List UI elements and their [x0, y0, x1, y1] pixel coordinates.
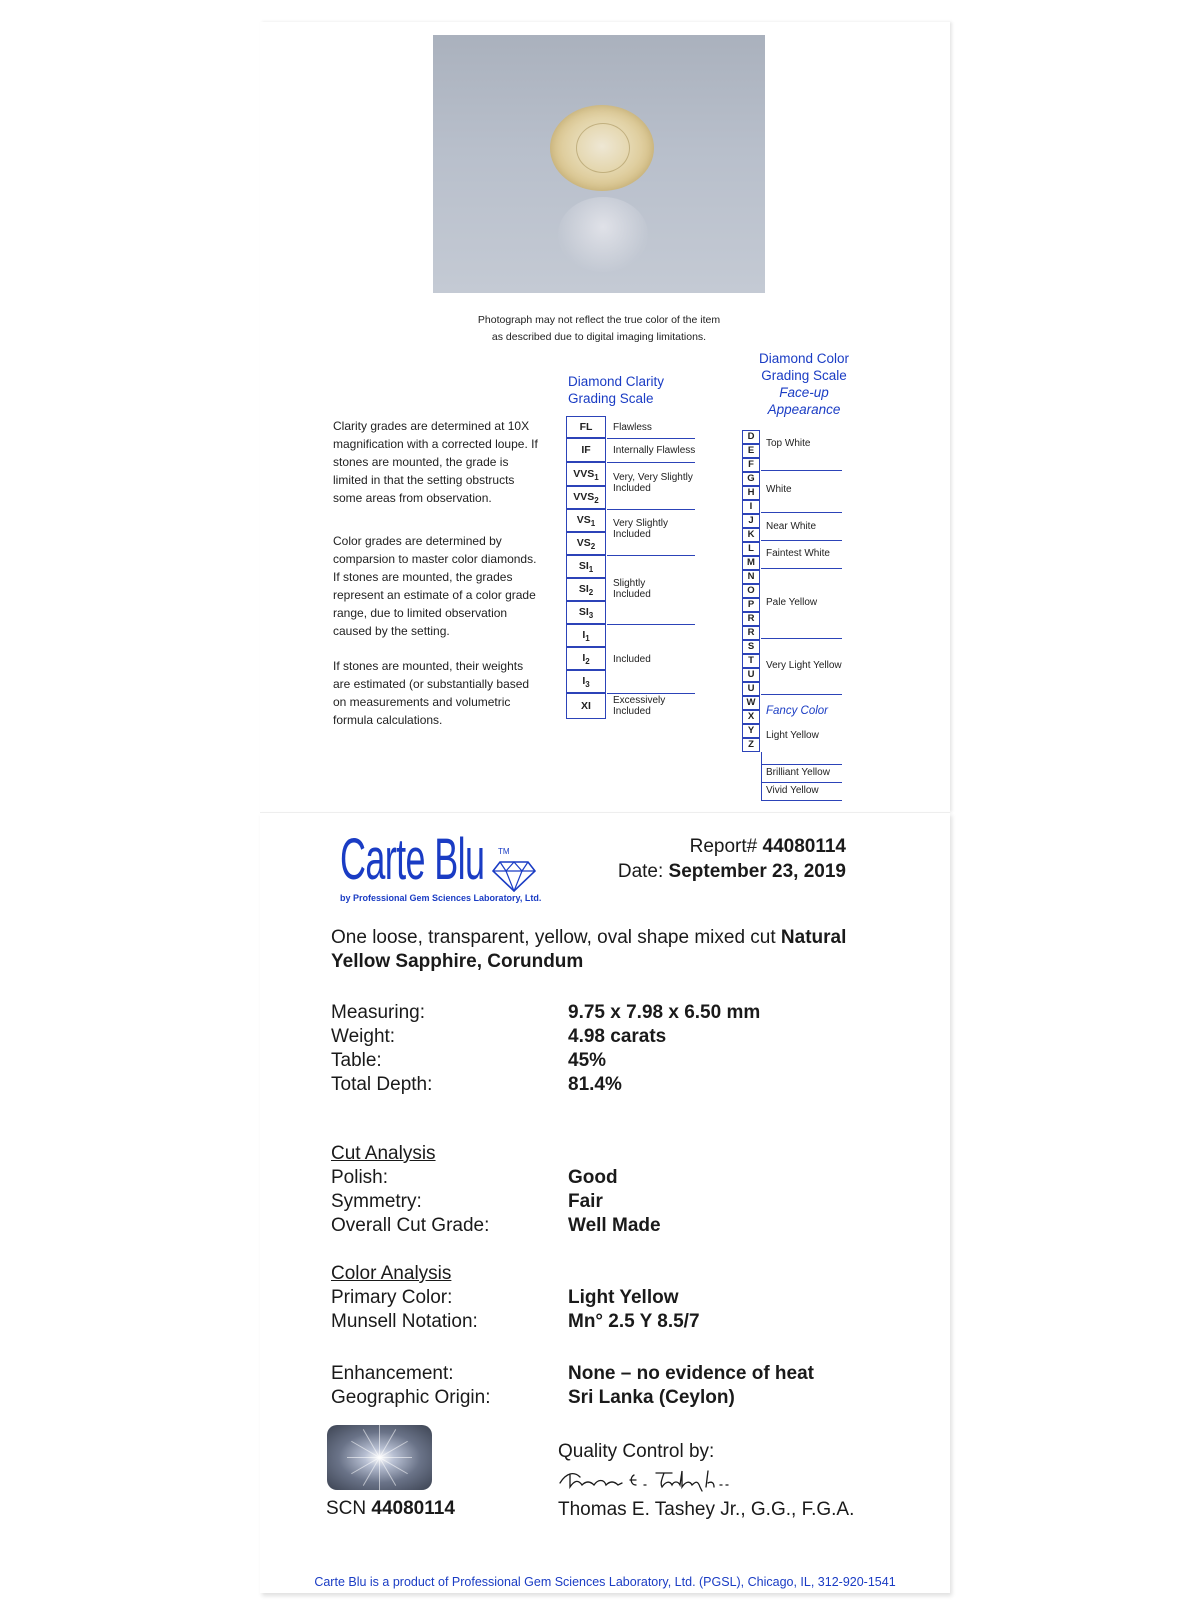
- color-letter-y: Y: [742, 724, 760, 738]
- color-letter-r: R: [742, 626, 760, 640]
- color-divider: [761, 800, 842, 801]
- clarity-grade-si3: $SI_3$: [566, 601, 606, 624]
- color-note: Color grades are determined by comparsion to master color diamonds. If stones are mounted, the grades represent an estimate of a color grade range, due to limited observation caused by the setting.: [333, 534, 537, 638]
- stone-description: [331, 926, 851, 974]
- munsell-value: Mn° 2.5 Y 8.5/7: [568, 1311, 700, 1332]
- color-letter-u: U: [742, 682, 760, 696]
- origin-value: Sri Lanka (Ceylon): [568, 1387, 735, 1408]
- color-label-pale-yellow: Pale Yellow: [766, 597, 818, 608]
- sapphire-stone-image: [550, 105, 654, 191]
- signature: [556, 1463, 736, 1493]
- clarity-grade-if: IF: [566, 438, 606, 462]
- photo-disclaimer: [433, 312, 765, 346]
- color-label-brilliant-yellow: Brilliant Yellow: [766, 767, 830, 778]
- total-depth-value: 81.4%: [568, 1074, 622, 1095]
- color-letter-k: K: [742, 528, 760, 542]
- polish-label: Polish:: [331, 1167, 389, 1188]
- photo-disclaimer-line-1: Photograph may not reflect the true color of the item: [477, 314, 721, 326]
- color-analysis-heading: Color Analysis: [331, 1263, 452, 1284]
- color-letter-e: E: [742, 444, 760, 458]
- color-letter-o: O: [742, 584, 760, 598]
- color-scale-title: [754, 350, 854, 418]
- color-scale-title-line-3: Face-up: [779, 385, 829, 400]
- description-species: Yellow Sapphire, Corundum: [331, 951, 584, 972]
- report-date-label: Date:: [617, 861, 664, 882]
- color-label-top-white: Top White: [766, 438, 811, 449]
- clarity-label-included: Included: [613, 654, 651, 665]
- origin-label: Geographic Origin:: [331, 1387, 491, 1408]
- total-depth-label: Total Depth:: [331, 1074, 433, 1095]
- color-label-light-yellow: Light Yellow: [766, 730, 819, 741]
- color-label-near-white: Near White: [766, 521, 817, 532]
- clarity-grade-vvs2: $VVS_2$: [566, 486, 606, 509]
- table-value: 45%: [568, 1050, 607, 1071]
- clarity-divider: [607, 438, 695, 439]
- enhancement-value: None – no evidence of heat: [568, 1363, 814, 1384]
- clarity-divider: [607, 509, 695, 510]
- overall-cut-grade-value: Well Made: [568, 1215, 661, 1236]
- gemstone-photo: [433, 35, 765, 293]
- color-divider: [761, 638, 842, 639]
- weight-value: 4.98 carats: [568, 1026, 667, 1047]
- diamond-icon: [492, 858, 536, 892]
- clarity-grade-i3: $I_3$: [566, 670, 606, 693]
- color-divider: [761, 764, 842, 765]
- scn-number: 44080114: [371, 1498, 455, 1519]
- polish-value: Good: [568, 1167, 618, 1188]
- clarity-label-vs: Very Slightly Included: [613, 518, 669, 540]
- clarity-note: Clarity grades are determined at 10X magnification with a corrected loupe. If stones are mounted, the grade is limited in that the setting obstructs some areas from observation.: [333, 419, 538, 505]
- color-letter-z: Z: [742, 738, 760, 752]
- overall-cut-grade-label: Overall Cut Grade:: [331, 1215, 490, 1236]
- clarity-label-flawless: Flawless: [613, 422, 652, 433]
- carte-blu-logo: Carte Blu: [340, 827, 485, 892]
- clarity-divider: [607, 555, 695, 556]
- clarity-label-vvs: Very, Very Slightly Included: [613, 472, 693, 494]
- primary-color-label: Primary Color:: [331, 1287, 453, 1308]
- report-date: September 23, 2019: [668, 861, 846, 882]
- report-date-line: [618, 861, 846, 883]
- footer-text: Carte Blu is a product of Professional Gem Sciences Laboratory, Ltd. (PGSL), Chicago, IL, 312-920-1541: [314, 1575, 896, 1589]
- color-label-vivid-yellow: Vivid Yellow: [766, 785, 819, 796]
- trademark-mark: TM: [498, 847, 510, 856]
- stone-reflection: [558, 197, 648, 272]
- primary-color-value: Light Yellow: [568, 1287, 679, 1308]
- clarity-scale-title-line-1: Diamond Clarity: [568, 374, 665, 389]
- color-letter-x: X: [742, 710, 760, 724]
- color-letter-m: M: [742, 556, 760, 570]
- color-letter-s: S: [742, 640, 760, 654]
- enhancement-label: Enhancement:: [331, 1363, 454, 1384]
- scn-line: [326, 1497, 455, 1521]
- symmetry-value: Fair: [568, 1191, 603, 1212]
- clarity-grade-fl: FL: [566, 416, 606, 438]
- color-scale-stem: [761, 752, 762, 800]
- weight-note: If stones are mounted, their weights are estimated (or substantially based on measurements and volumetric formula calculations.: [333, 659, 530, 727]
- report-number: 44080114: [762, 836, 846, 857]
- clarity-scale-title-line-2: Grading Scale: [568, 391, 654, 406]
- clarity-scale-title: [568, 373, 664, 407]
- description-natural: Natural: [780, 927, 847, 948]
- color-label-fancy-color: Fancy Color: [766, 705, 828, 717]
- report-number-line: [690, 836, 846, 858]
- clarity-grade-i1: $I_1$: [566, 624, 606, 647]
- color-letter-l: L: [742, 542, 760, 556]
- color-label-very-light-yellow: Very Light Yellow: [766, 660, 842, 671]
- color-scale-title-line-2: Grading Scale: [761, 368, 847, 383]
- color-scale-title-line-4: Appearance: [767, 402, 841, 417]
- weight-label: Weight:: [331, 1026, 396, 1047]
- color-divider: [761, 568, 842, 569]
- clarity-divider: [607, 693, 695, 694]
- color-scale-title-line-1: Diamond Color: [758, 351, 850, 366]
- quality-control-name: Thomas E. Tashey Jr., G.G., F.G.A.: [558, 1499, 855, 1520]
- clarity-grade-vs1: $VS_1$: [566, 509, 606, 532]
- color-letter-t: T: [742, 654, 760, 668]
- color-letter-p: P: [742, 598, 760, 612]
- measuring-value: 9.75 x 7.98 x 6.50 mm: [568, 1002, 761, 1023]
- scn-label: SCN: [326, 1498, 367, 1519]
- quality-control-label: Quality Control by:: [558, 1441, 715, 1462]
- symmetry-label: Symmetry:: [331, 1191, 422, 1212]
- color-letter-f: F: [742, 458, 760, 472]
- color-divider: [761, 782, 842, 783]
- clarity-divider: [607, 462, 695, 463]
- table-label: Table:: [331, 1050, 382, 1071]
- clarity-grade-vvs1: $VVS_1$: [566, 462, 606, 486]
- security-hologram: [327, 1425, 432, 1490]
- report-number-label: Report#: [689, 836, 758, 857]
- photo-disclaimer-line-2: as described due to digital imaging limitations.: [491, 331, 707, 343]
- description-text: One loose, transparent, yellow, oval shape mixed cut: [331, 927, 776, 948]
- clarity-divider: [607, 624, 695, 625]
- clarity-grade-si1: $SI_1$: [566, 555, 606, 578]
- color-letter-n: N: [742, 570, 760, 584]
- color-letter-d: D: [742, 430, 760, 444]
- color-divider: [761, 540, 842, 541]
- color-letter-u: U: [742, 668, 760, 682]
- color-letter-i: I: [742, 500, 760, 514]
- color-letter-j: J: [742, 514, 760, 528]
- clarity-grade-i2: $I_2$: [566, 647, 606, 670]
- color-divider: [761, 470, 842, 471]
- brand-subtitle: by Professional Gem Sciences Laboratory, Ltd.: [340, 893, 542, 903]
- cut-analysis-heading: Cut Analysis: [331, 1143, 436, 1164]
- munsell-label: Munsell Notation:: [331, 1311, 478, 1332]
- color-divider: [761, 512, 842, 513]
- color-divider: [761, 694, 842, 695]
- clarity-label-internally-flawless: Internally Flawless: [613, 445, 696, 456]
- clarity-label-si: Slightly Included: [613, 578, 651, 600]
- color-letter-h: H: [742, 486, 760, 500]
- clarity-grade-si2: $SI_2$: [566, 578, 606, 601]
- color-label-faintest-white: Faintest White: [766, 548, 830, 559]
- color-label-white: White: [766, 484, 792, 495]
- color-letter-r: R: [742, 612, 760, 626]
- clarity-grade-vs2: $VS_2$: [566, 532, 606, 555]
- clarity-grade-xi: XI: [566, 693, 606, 719]
- stone-facet: [576, 123, 630, 173]
- color-letter-w: W: [742, 696, 760, 710]
- color-letter-g: G: [742, 472, 760, 486]
- measuring-label: Measuring:: [331, 1002, 425, 1023]
- clarity-label-excessively-included: Excessively Included: [613, 695, 666, 717]
